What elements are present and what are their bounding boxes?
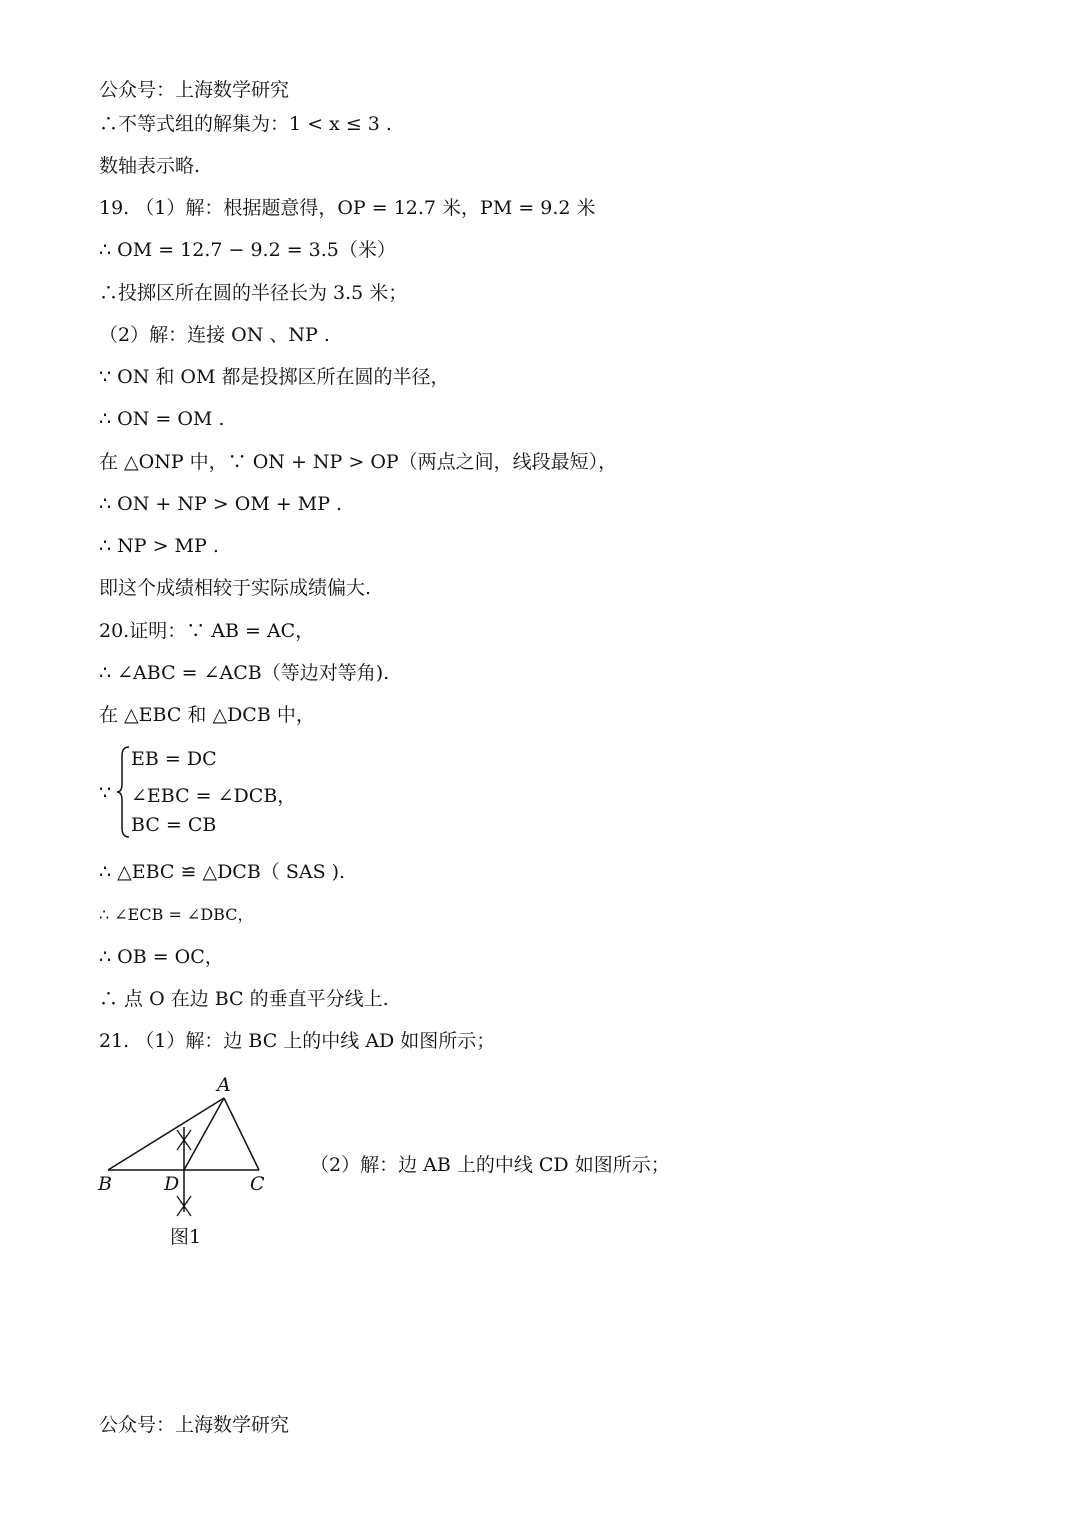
text-line: 即这个成绩相较于实际成绩偏大.	[99, 577, 372, 599]
text-line: 数轴表示略.	[99, 155, 201, 177]
vertex-label-b: B	[98, 1173, 112, 1195]
figure-caption: 图1	[170, 1226, 202, 1248]
brace-row: BC = CB	[131, 814, 217, 836]
text-line: （2）解：连接 ON 、NP .	[99, 324, 330, 346]
footer-watermark: 公众号：上海数学研究	[99, 1414, 290, 1436]
text-line: ∴ 点 O 在边 BC 的垂直平分线上.	[99, 988, 389, 1010]
header-watermark: 公众号：上海数学研究	[99, 79, 290, 101]
text-line: ∵ ON 和 OM 都是投掷区所在圆的半径，	[99, 366, 450, 388]
text-line: ∴ OB = OC，	[99, 946, 224, 968]
text-line: 在 △EBC 和 △DCB 中，	[99, 704, 315, 726]
text-line: ∴ ∠ECB = ∠DBC，	[99, 905, 254, 924]
text-line: ∴投掷区所在圆的半径长为 3.5 米；	[99, 282, 408, 304]
text-line: ∴不等式组的解集为：1 < x ≤ 3 .	[99, 113, 392, 135]
text-line: 20.证明：∵ AB = AC，	[99, 620, 315, 642]
left-brace-icon	[117, 746, 131, 838]
text-line: ∴ OM = 12.7 − 9.2 = 3.5（米）	[99, 239, 396, 261]
brace-system	[99, 742, 499, 842]
triangle-figure	[96, 1072, 276, 1252]
text-line: ∴ △EBC ≌ △DCB（ SAS ).	[99, 861, 346, 883]
brace-row: ∠EBC = ∠DCB，	[131, 785, 297, 807]
text-line: （2）解：边 AB 上的中线 CD 如图所示；	[310, 1154, 670, 1176]
text-line: 21. （1）解：边 BC 上的中线 AD 如图所示；	[99, 1030, 496, 1052]
vertex-label-c: C	[250, 1173, 265, 1195]
text-line: 19. （1）解：根据题意得，OP = 12.7 米，PM = 9.2 米	[99, 197, 596, 219]
vertex-label-d: D	[164, 1173, 180, 1195]
text-line: ∴ ON + NP > OM + MP .	[99, 493, 343, 515]
text-line: ∴ ∠ABC = ∠ACB（等边对等角).	[99, 662, 390, 684]
because-symbol: ∵	[99, 782, 112, 804]
text-line: ∴ NP > MP .	[99, 535, 219, 557]
triangle-diagram	[96, 1072, 276, 1222]
text-line: 在 △ONP 中，∵ ON + NP > OP（两点之间，线段最短），	[99, 451, 618, 473]
brace-row: EB = DC	[131, 748, 217, 770]
text-line: ∴ ON = OM .	[99, 408, 225, 430]
vertex-label-a: A	[217, 1074, 231, 1096]
